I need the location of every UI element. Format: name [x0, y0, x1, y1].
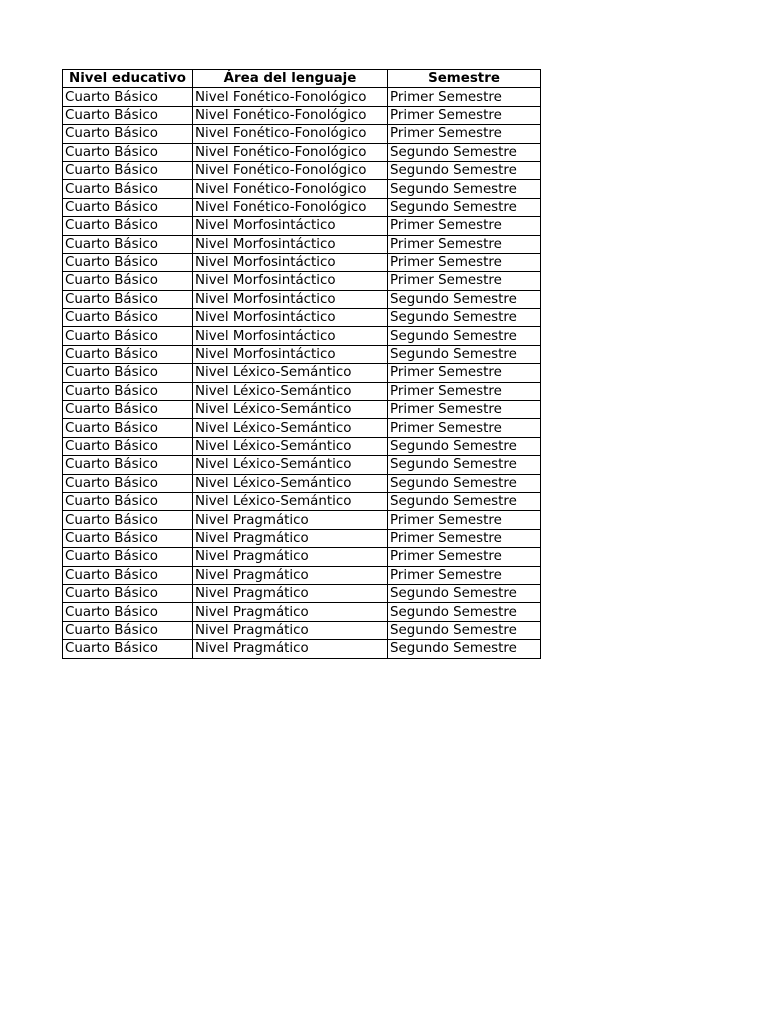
- table-row: [63, 327, 541, 345]
- table-row: [63, 640, 541, 658]
- cell-area-del-lenguaje: Nivel Morfosintáctico: [193, 272, 388, 290]
- table-row: [63, 272, 541, 290]
- header-semestre: Semestre: [388, 70, 541, 88]
- table-row: [63, 253, 541, 271]
- table-row: [63, 566, 541, 584]
- table-row: [63, 198, 541, 216]
- table-row: [63, 88, 541, 106]
- cell-area-del-lenguaje: Nivel Léxico-Semántico: [193, 492, 388, 510]
- cell-semestre: Segundo Semestre: [388, 584, 541, 602]
- cell-semestre: Primer Semestre: [388, 88, 541, 106]
- cell-area-del-lenguaje: Nivel Morfosintáctico: [193, 345, 388, 363]
- cell-semestre: Segundo Semestre: [388, 327, 541, 345]
- table-row: [63, 603, 541, 621]
- cell-semestre: Segundo Semestre: [388, 621, 541, 639]
- cell-area-del-lenguaje: Nivel Morfosintáctico: [193, 327, 388, 345]
- cell-area-del-lenguaje: Nivel Fonético-Fonológico: [193, 161, 388, 179]
- cell-semestre: Segundo Semestre: [388, 603, 541, 621]
- cell-nivel-educativo: Cuarto Básico: [63, 566, 193, 584]
- cell-nivel-educativo: Cuarto Básico: [63, 106, 193, 124]
- cell-semestre: Segundo Semestre: [388, 198, 541, 216]
- cell-area-del-lenguaje: Nivel Pragmático: [193, 640, 388, 658]
- cell-semestre: Segundo Semestre: [388, 492, 541, 510]
- cell-semestre: Segundo Semestre: [388, 143, 541, 161]
- cell-area-del-lenguaje: Nivel Pragmático: [193, 566, 388, 584]
- cell-nivel-educativo: Cuarto Básico: [63, 621, 193, 639]
- table-row: [63, 161, 541, 179]
- cell-nivel-educativo: Cuarto Básico: [63, 382, 193, 400]
- cell-nivel-educativo: Cuarto Básico: [63, 253, 193, 271]
- table-row: [63, 217, 541, 235]
- cell-semestre: Primer Semestre: [388, 272, 541, 290]
- cell-semestre: Primer Semestre: [388, 548, 541, 566]
- table-row: [63, 584, 541, 602]
- cell-semestre: Segundo Semestre: [388, 161, 541, 179]
- cell-semestre: Primer Semestre: [388, 566, 541, 584]
- cell-area-del-lenguaje: Nivel Léxico-Semántico: [193, 419, 388, 437]
- cell-nivel-educativo: Cuarto Básico: [63, 290, 193, 308]
- cell-semestre: Primer Semestre: [388, 401, 541, 419]
- cell-area-del-lenguaje: Nivel Pragmático: [193, 548, 388, 566]
- cell-semestre: Segundo Semestre: [388, 345, 541, 363]
- cell-area-del-lenguaje: Nivel Fonético-Fonológico: [193, 180, 388, 198]
- table-row: [63, 106, 541, 124]
- cell-area-del-lenguaje: Nivel Fonético-Fonológico: [193, 106, 388, 124]
- cell-area-del-lenguaje: Nivel Léxico-Semántico: [193, 401, 388, 419]
- cell-semestre: Segundo Semestre: [388, 309, 541, 327]
- cell-area-del-lenguaje: Nivel Léxico-Semántico: [193, 474, 388, 492]
- table-row: [63, 621, 541, 639]
- cell-area-del-lenguaje: Nivel Morfosintáctico: [193, 253, 388, 271]
- table-row: [63, 419, 541, 437]
- cell-semestre: Segundo Semestre: [388, 456, 541, 474]
- cell-nivel-educativo: Cuarto Básico: [63, 437, 193, 455]
- cell-nivel-educativo: Cuarto Básico: [63, 143, 193, 161]
- table-row: [63, 401, 541, 419]
- data-table: [62, 69, 541, 659]
- table-header: [63, 70, 541, 88]
- table-row: [63, 125, 541, 143]
- cell-area-del-lenguaje: Nivel Léxico-Semántico: [193, 437, 388, 455]
- cell-semestre: Segundo Semestre: [388, 180, 541, 198]
- cell-semestre: Segundo Semestre: [388, 290, 541, 308]
- cell-nivel-educativo: Cuarto Básico: [63, 511, 193, 529]
- cell-semestre: Segundo Semestre: [388, 474, 541, 492]
- cell-area-del-lenguaje: Nivel Léxico-Semántico: [193, 382, 388, 400]
- cell-nivel-educativo: Cuarto Básico: [63, 309, 193, 327]
- cell-area-del-lenguaje: Nivel Morfosintáctico: [193, 290, 388, 308]
- cell-nivel-educativo: Cuarto Básico: [63, 584, 193, 602]
- cell-nivel-educativo: Cuarto Básico: [63, 272, 193, 290]
- cell-area-del-lenguaje: Nivel Léxico-Semántico: [193, 456, 388, 474]
- table-row: [63, 548, 541, 566]
- cell-semestre: Primer Semestre: [388, 419, 541, 437]
- cell-semestre: Primer Semestre: [388, 106, 541, 124]
- cell-semestre: Primer Semestre: [388, 125, 541, 143]
- cell-nivel-educativo: Cuarto Básico: [63, 492, 193, 510]
- table-row: [63, 382, 541, 400]
- table-body: [63, 88, 541, 658]
- cell-area-del-lenguaje: Nivel Fonético-Fonológico: [193, 198, 388, 216]
- cell-nivel-educativo: Cuarto Básico: [63, 603, 193, 621]
- cell-nivel-educativo: Cuarto Básico: [63, 456, 193, 474]
- table-row: [63, 456, 541, 474]
- cell-area-del-lenguaje: Nivel Morfosintáctico: [193, 217, 388, 235]
- table-row: [63, 364, 541, 382]
- table-row: [63, 492, 541, 510]
- cell-area-del-lenguaje: Nivel Morfosintáctico: [193, 309, 388, 327]
- cell-nivel-educativo: Cuarto Básico: [63, 345, 193, 363]
- cell-nivel-educativo: Cuarto Básico: [63, 217, 193, 235]
- cell-area-del-lenguaje: Nivel Pragmático: [193, 511, 388, 529]
- cell-nivel-educativo: Cuarto Básico: [63, 198, 193, 216]
- header-nivel-educativo: Nivel educativo: [63, 70, 193, 88]
- cell-area-del-lenguaje: Nivel Pragmático: [193, 529, 388, 547]
- table-row: [63, 309, 541, 327]
- cell-nivel-educativo: Cuarto Básico: [63, 474, 193, 492]
- header-row: [63, 70, 541, 88]
- table-row: [63, 235, 541, 253]
- cell-semestre: Segundo Semestre: [388, 437, 541, 455]
- cell-semestre: Primer Semestre: [388, 235, 541, 253]
- table-row: [63, 290, 541, 308]
- cell-nivel-educativo: Cuarto Básico: [63, 548, 193, 566]
- cell-semestre: Primer Semestre: [388, 364, 541, 382]
- cell-area-del-lenguaje: Nivel Léxico-Semántico: [193, 364, 388, 382]
- cell-nivel-educativo: Cuarto Básico: [63, 88, 193, 106]
- cell-area-del-lenguaje: Nivel Morfosintáctico: [193, 235, 388, 253]
- cell-nivel-educativo: Cuarto Básico: [63, 419, 193, 437]
- cell-semestre: Primer Semestre: [388, 253, 541, 271]
- cell-area-del-lenguaje: Nivel Fonético-Fonológico: [193, 143, 388, 161]
- header-area-del-lenguaje: Área del lenguaje: [193, 70, 388, 88]
- cell-area-del-lenguaje: Nivel Pragmático: [193, 603, 388, 621]
- table-row: [63, 180, 541, 198]
- cell-semestre: Primer Semestre: [388, 382, 541, 400]
- cell-nivel-educativo: Cuarto Básico: [63, 640, 193, 658]
- table-row: [63, 345, 541, 363]
- table-row: [63, 437, 541, 455]
- table-row: [63, 143, 541, 161]
- cell-nivel-educativo: Cuarto Básico: [63, 180, 193, 198]
- cell-nivel-educativo: Cuarto Básico: [63, 364, 193, 382]
- cell-area-del-lenguaje: Nivel Fonético-Fonológico: [193, 88, 388, 106]
- cell-area-del-lenguaje: Nivel Pragmático: [193, 584, 388, 602]
- cell-nivel-educativo: Cuarto Básico: [63, 401, 193, 419]
- cell-nivel-educativo: Cuarto Básico: [63, 125, 193, 143]
- cell-semestre: Primer Semestre: [388, 511, 541, 529]
- table-row: [63, 511, 541, 529]
- cell-area-del-lenguaje: Nivel Fonético-Fonológico: [193, 125, 388, 143]
- cell-semestre: Primer Semestre: [388, 217, 541, 235]
- cell-semestre: Primer Semestre: [388, 529, 541, 547]
- table-row: [63, 474, 541, 492]
- table-row: [63, 529, 541, 547]
- cell-nivel-educativo: Cuarto Básico: [63, 235, 193, 253]
- cell-nivel-educativo: Cuarto Básico: [63, 529, 193, 547]
- cell-nivel-educativo: Cuarto Básico: [63, 327, 193, 345]
- cell-nivel-educativo: Cuarto Básico: [63, 161, 193, 179]
- cell-semestre: Segundo Semestre: [388, 640, 541, 658]
- cell-area-del-lenguaje: Nivel Pragmático: [193, 621, 388, 639]
